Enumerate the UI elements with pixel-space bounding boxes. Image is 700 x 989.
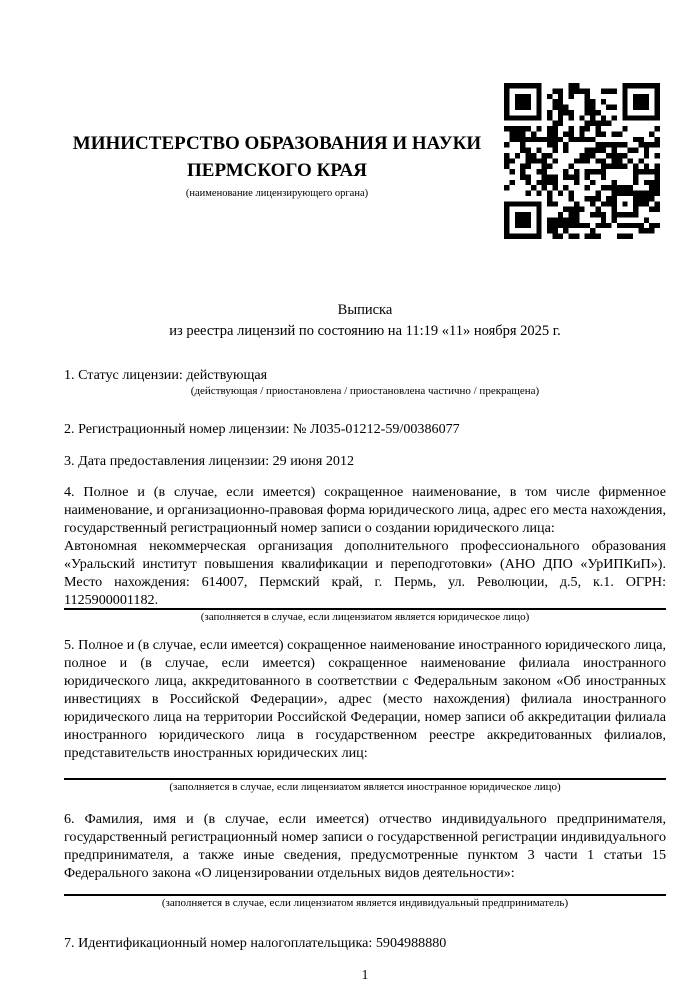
item-5-caption: (заполняется в случае, если лицензиатом является иностранное юридическое лицо)	[169, 781, 561, 793]
page-number: 1	[361, 967, 369, 982]
item-1-license-status: 1. Статус лицензии: действующая	[64, 367, 268, 383]
item-5-question: 5. Полное и (в случае, если имеется) сокращенное наименование иностранного юридического лица, полное и (в случае, если имеется) сокращенное наименование филиала иностранного юридического лица, аккредитованного в соответствии с Федеральным законом «Об иностранных инвестициях в Российской Федерации», адрес (место нахождения) филиала иностранного юридического лица на территории Российской Федерации, номер записи об аккредитации филиала иностранного юридического лица в государственном реестре аккредитованных филиалов, представительств иностранных юридических лиц:	[64, 637, 666, 761]
ministry-name-line2: ПЕРМСКОГО КРАЯ	[187, 160, 367, 181]
qr-code	[504, 83, 660, 239]
item-7-taxpayer-id: 7. Идентификационный номер налогоплательщика: 5904988880	[64, 935, 447, 951]
ministry-caption: (наименование лицензирующего органа)	[185, 188, 369, 199]
ministry-name-line1: МИНИСТЕРСТВО ОБРАЗОВАНИЯ И НАУКИ	[72, 133, 482, 154]
item-4-answer: Автономная некоммерческая организация дополнительного профессионального образования «Уральский институт повышения квалификации и переподготовки» (АНО ДПО «УрИПКиП»). Место нахождения: 614007, Пермский край, г. Пермь, ул. Революции, д.5, к.1. ОГРН: 1125900001182.	[64, 538, 666, 608]
document-title	[64, 300, 666, 341]
item-1-caption: (действующая / приостановлена / приостановлена частично / прекращена)	[190, 385, 540, 397]
item-6-caption: (заполняется в случае, если лицензиатом является индивидуальный предприниматель)	[161, 897, 569, 909]
item-4-question: 4. Полное и (в случае, если имеется) сокращенное наименование, в том числе фирменное наименование, и организационно-правовая форма юридического лица, адрес его места нахождения, государственный регистрационный номер записи о создании юридического лица:	[64, 484, 666, 536]
item-6-question: 6. Фамилия, имя и (в случае, если имеется) отчество индивидуального предпринимателя, государственный регистрационный номер записи о государственной регистрации индивидуального предпринимателя, а также иные сведения, предусмотренные пунктом 3 части 1 статьи 15 Федерального закона «О лицензировании отдельных видов деятельности»:	[64, 811, 666, 881]
item-2-registration-number: 2. Регистрационный номер лицензии: № Л035-01212-59/00386077	[64, 421, 460, 437]
document-title-line2: из реестра лицензий по состоянию на 11:19 «11» ноября 2025 г.	[169, 322, 561, 339]
document-title-line1: Выписка	[337, 302, 393, 318]
item-3-license-date: 3. Дата предоставления лицензии: 29 июня 2012	[64, 453, 355, 469]
item-4-caption: (заполняется в случае, если лицензиатом является юридическое лицо)	[200, 611, 530, 623]
licensing-authority-header	[64, 130, 490, 200]
document-body	[64, 300, 666, 984]
